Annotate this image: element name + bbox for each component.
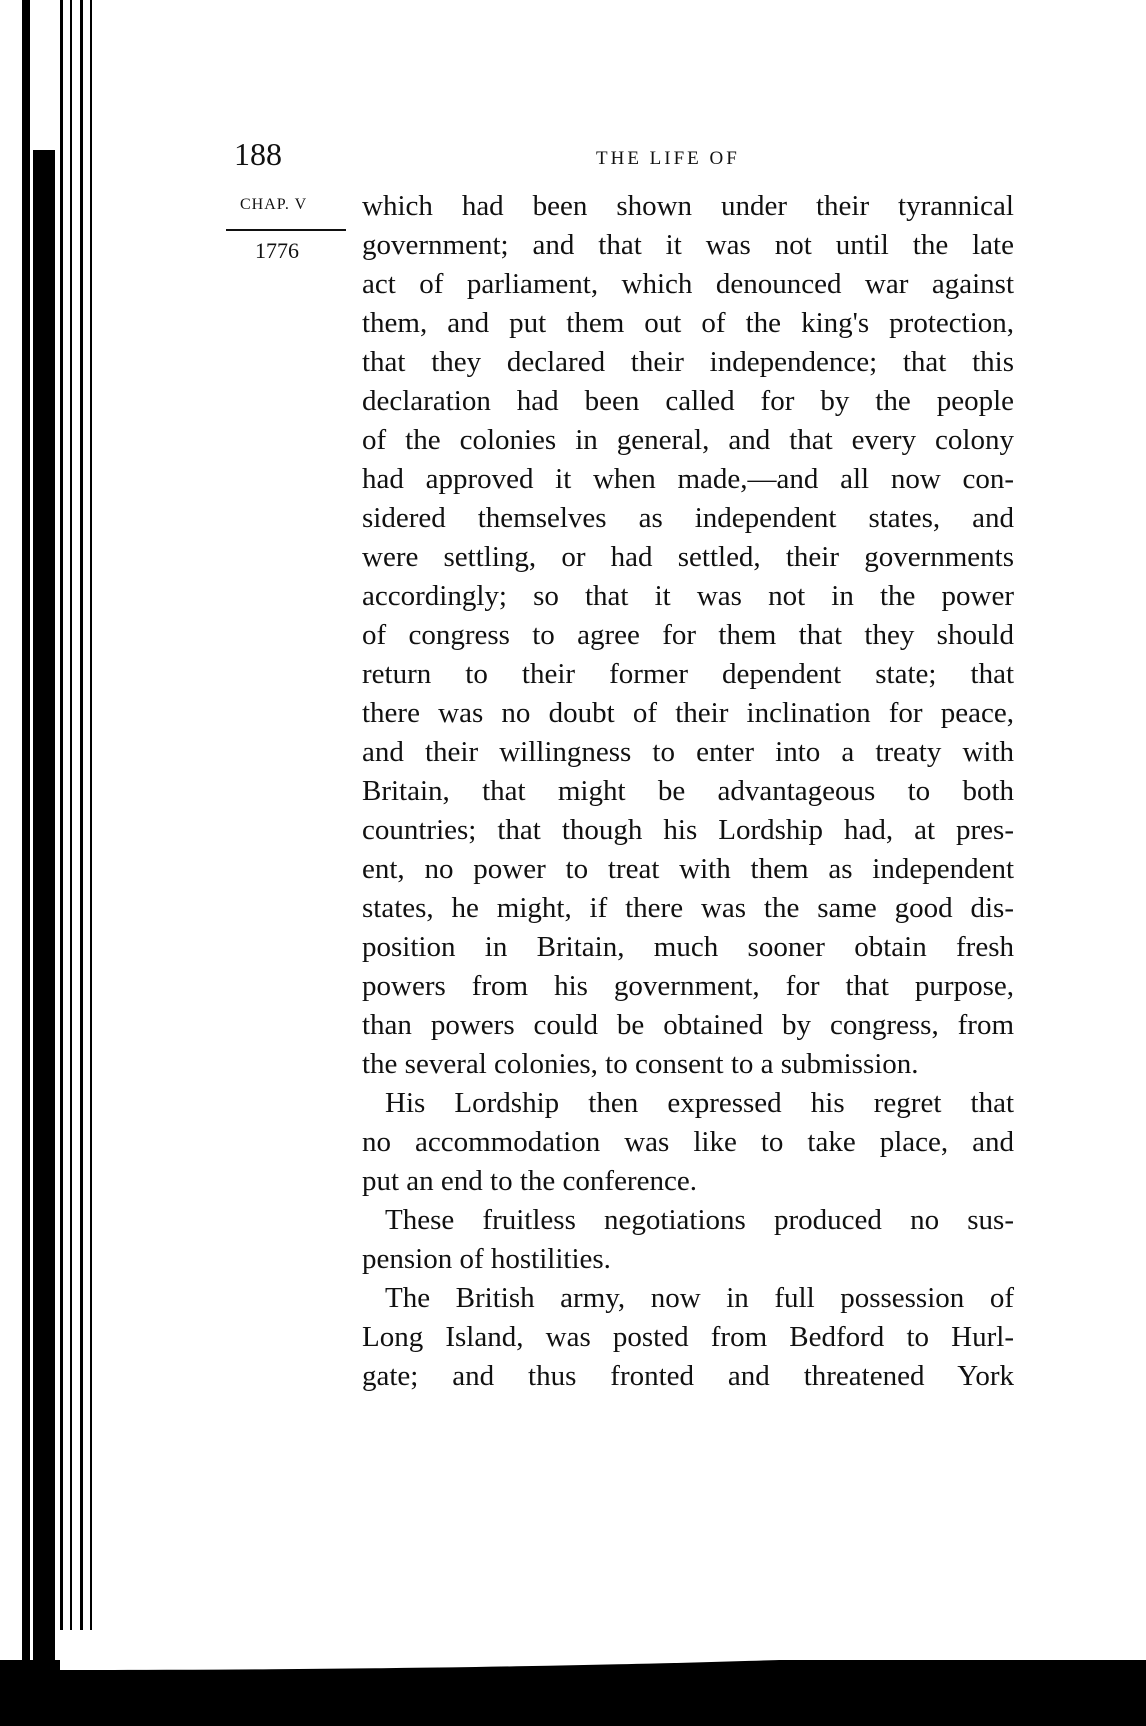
text-line: of the colonies in general, and that every colony [362, 424, 1014, 456]
margin-rule [226, 229, 346, 231]
running-title: THE LIFE OF [596, 148, 740, 169]
text-line: there was no doubt of their inclination for peace, [362, 697, 1014, 729]
text-line: government; and that it was not until the late [362, 229, 1014, 261]
text-line: had approved it when made,—and all now con- [362, 463, 1014, 495]
body-text [362, 187, 1014, 1396]
text-line: ent, no power to treat with them as independent [362, 853, 1014, 885]
text-line: position in Britain, much sooner obtain fresh [362, 931, 1014, 963]
text-line: act of parliament, which denounced war against [362, 268, 1014, 300]
text-line: These fruitless negotiations produced no sus- [385, 1204, 1014, 1236]
text-line: of congress to agree for them that they should [362, 619, 1014, 651]
text-line: that they declared their independence; that this [362, 346, 1014, 378]
text-line: which had been shown under their tyrannical [362, 190, 1014, 222]
text-line: the several colonies, to consent to a submission. [362, 1048, 919, 1080]
text-line: were settling, or had settled, their governments [362, 541, 1014, 573]
text-line: pension of hostilities. [362, 1243, 611, 1275]
text-line: declaration had been called for by the people [362, 385, 1014, 417]
text-line: powers from his government, for that purpose, [362, 970, 1014, 1002]
text-line: accordingly; so that it was not in the power [362, 580, 1014, 612]
book-binding-edge [0, 0, 100, 1726]
margin-chapter: CHAP. V [240, 196, 308, 213]
text-line: than powers could be obtained by congress, from [362, 1009, 1014, 1041]
text-line: His Lordship then expressed his regret that [385, 1087, 1014, 1119]
text-line: Long Island, was posted from Bedford to Hurl- [362, 1321, 1014, 1353]
text-line: them, and put them out of the king's protection, [362, 307, 1014, 339]
text-line: states, he might, if there was the same good dis- [362, 892, 1014, 924]
text-line: and their willingness to enter into a treaty with [362, 736, 1014, 768]
text-line: The British army, now in full possession of [385, 1282, 1014, 1314]
text-line: gate; and thus fronted and threatened York [362, 1360, 1014, 1392]
text-line: put an end to the conference. [362, 1165, 697, 1197]
margin-year: 1776 [255, 238, 299, 263]
text-line: sidered themselves as independent states, and [362, 502, 1014, 534]
text-line: Britain, that might be advantageous to both [362, 775, 1014, 807]
text-line: no accommodation was like to take place, and [362, 1126, 1014, 1158]
text-line: return to their former dependent state; that [362, 658, 1014, 690]
text-line: countries; that though his Lordship had, at pres- [362, 814, 1014, 846]
scan-bottom-edge [0, 1660, 1146, 1726]
page-number: 188 [234, 136, 282, 172]
